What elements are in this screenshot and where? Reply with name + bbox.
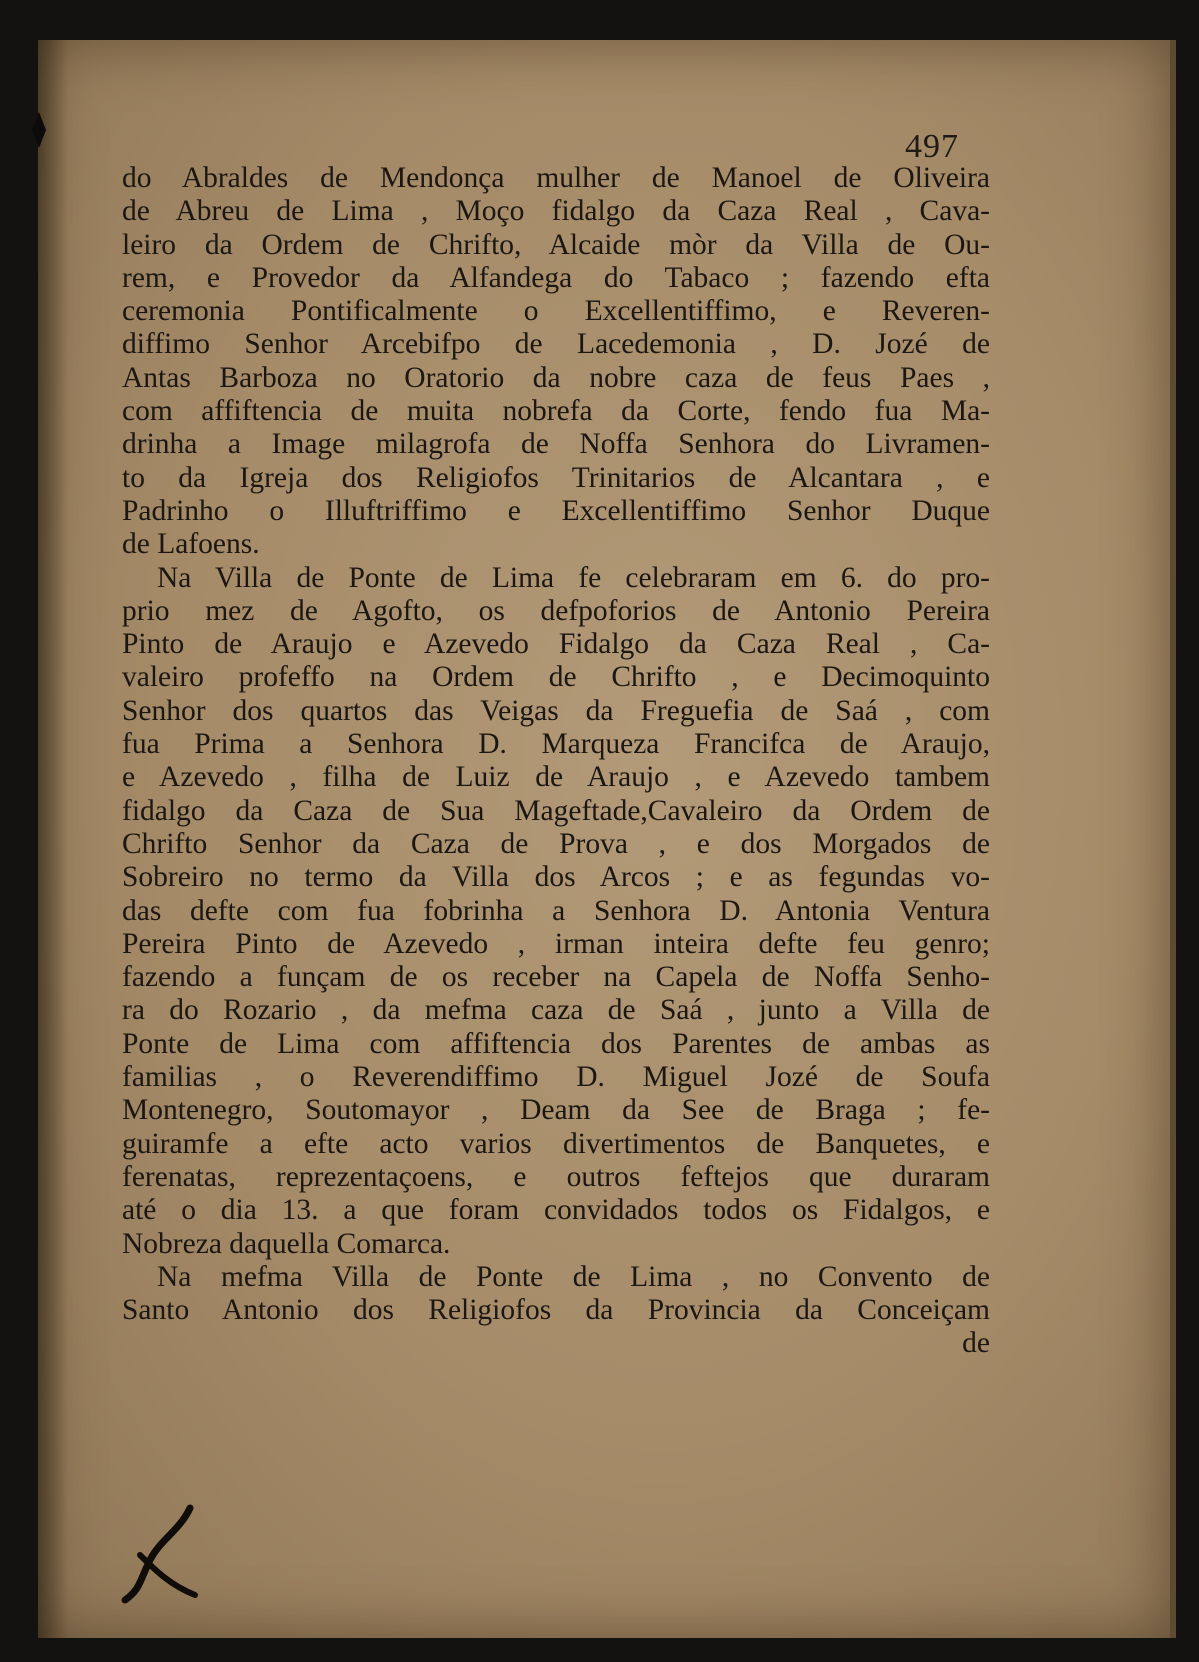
text-line: ferenatas, reprezentaçoens, e outros feftejos que duraram xyxy=(122,1160,990,1193)
text-line: Padrinho o Illuftriffimo e Excellentiffimo Senhor Duque xyxy=(122,494,990,527)
text-line: com affiftencia de muita nobrefa da Corte, fendo fua Ma- xyxy=(122,395,990,428)
text-line: do Abraldes de Mendonça mulher de Manoel de Oliveira xyxy=(122,162,990,194)
text-line: guiramfe a efte acto varios divertimentos de Banquetes, e xyxy=(122,1127,990,1160)
text-line: ra do Rozario , da mefma caza de Saá , junto a Villa de xyxy=(122,994,990,1027)
text-line: Nobreza daquella Comarca. xyxy=(122,1227,451,1260)
page-number: 497 xyxy=(905,128,959,165)
text-line: Pinto de Araujo e Azevedo Fidalgo da Caza Real , Ca- xyxy=(122,628,990,661)
text-line: leiro da Ordem de Chrifto, Alcaide mòr da Villa de Ou- xyxy=(122,228,990,261)
body-text xyxy=(122,162,990,1361)
text-line: Sobreiro no termo da Villa dos Arcos ; e as fegundas vo- xyxy=(122,861,990,894)
text-line: fidalgo da Caza de Sua Mageftade,Cavaleiro da Ordem de xyxy=(122,794,990,827)
text-line: fazendo a funçam de os receber na Capela de Noffa Senho- xyxy=(122,961,990,994)
paragraph-start-line: Na mefma Villa de Ponte de Lima , no Convento de xyxy=(157,1260,990,1293)
text-line: Montenegro, Soutomayor , Deam da See de Braga ; fe- xyxy=(122,1094,990,1127)
text-line: de Abreu de Lima , Moço fidalgo da Caza Real , Cava- xyxy=(122,195,990,228)
text-line: drinha a Image milagrofa de Noffa Senhora do Livramen- xyxy=(122,428,990,461)
text-line: diffimo Senhor Arcebifpo de Lacedemonia , D. Jozé de xyxy=(122,328,990,361)
text-line: ceremonia Pontificalmente o Excellentiffimo, e Reveren- xyxy=(122,295,990,328)
text-line: rem, e Provedor da Alfandega do Tabaco ; fazendo efta xyxy=(122,261,990,294)
text-line: Ponte de Lima com affiftencia dos Parentes de ambas as xyxy=(122,1027,990,1060)
text-line: valeiro profeffo na Ordem de Chrifto , e Decimoquinto xyxy=(122,661,990,694)
text-line: to da Igreja dos Religiofos Trinitarios de Alcantara , e xyxy=(122,461,990,494)
text-line: e Azevedo , filha de Luiz de Araujo , e Azevedo tambem xyxy=(122,761,990,794)
catchword: de xyxy=(962,1327,990,1360)
text-line: Pereira Pinto de Azevedo , irman inteira defte feu genro; xyxy=(122,927,990,960)
text-line: prio mez de Agofto, os defpoforios de Antonio Pereira xyxy=(122,594,990,627)
text-line: fua Prima a Senhora D. Marqueza Francifca de Araujo, xyxy=(122,728,990,761)
text-line: até o dia 13. a que foram convidados todos os Fidalgos, e xyxy=(122,1194,990,1227)
text-line: Antas Barboza no Oratorio da nobre caza de feus Paes , xyxy=(122,361,990,394)
text-line: Chrifto Senhor da Caza de Prova , e dos Morgados de xyxy=(122,827,990,860)
text-line: das defte com fua fobrinha a Senhora D. Antonia Ventura xyxy=(122,894,990,927)
binding-shadow xyxy=(38,40,68,1638)
paragraph-start-line: Na Villa de Ponte de Lima fe celebraram em 6. do pro- xyxy=(157,561,990,594)
text-line: familias , o Reverendiffimo D. Miguel Jozé de Soufa xyxy=(122,1061,990,1094)
text-line: Senhor dos quartos das Veigas da Freguefia de Saá , com xyxy=(122,694,990,727)
binding-mark-icon xyxy=(24,110,54,150)
ink-mark-icon xyxy=(120,1500,210,1610)
text-line: Santo Antonio dos Religiofos da Provincia da Conceiçam xyxy=(122,1294,990,1327)
text-line: de Lafoens. xyxy=(122,528,260,561)
